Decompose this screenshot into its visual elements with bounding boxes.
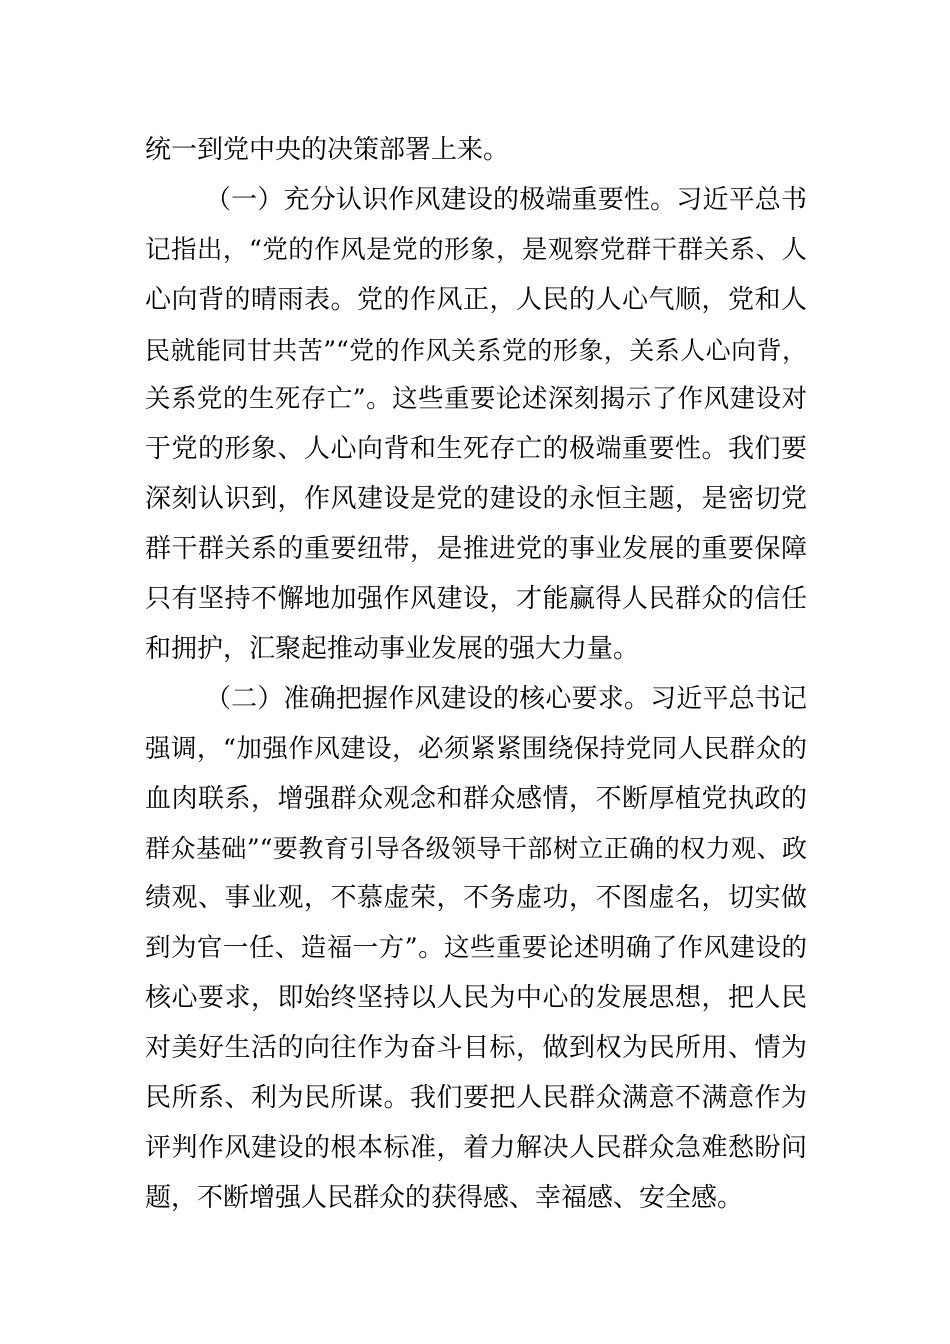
text-line: 民所系、利为民所谋。我们要把人民群众满意不满意作为 [145,1082,807,1113]
text-line: 群众基础”“要教育引导各级领导干部树立正确的权力观、政 [145,834,807,864]
text-line: 统一到党中央的决策部署上来。 [145,135,510,165]
text-line: 于党的形象、人心向背和生死存亡的极端重要性。我们要 [145,434,807,465]
text-line: 对美好生活的向往作为奋斗目标，做到权为民所用、情为 [145,1033,807,1064]
section-heading-line: （二）准确把握作风建设的核心要求。习近平总书记 [205,683,807,714]
text-line: 绩观、事业观，不慕虚荣，不务虚功，不图虚名，切实做 [145,883,807,914]
text-line: 群干群关系的重要纽带，是推进党的事业发展的重要保障 [145,534,807,565]
text-line: 血肉联系，增强群众观念和群众感情，不断厚植党执政的 [145,783,807,814]
text-line: 和拥护，汇聚起推动事业发展的强大力量。 [145,633,640,664]
text-line: 关系党的生死存亡”。这些重要论述深刻揭示了作风建设对 [145,384,807,415]
text-line: 深刻认识到，作风建设是党的建设的永恒主题，是密切党 [145,484,807,515]
text-line: 心向背的晴雨表。党的作风正，人民的人心气顺，党和人 [145,284,807,315]
text-line: 强调，“加强作风建设，必须紧紧围绕保持党同人民群众的 [145,733,807,764]
text-line: 核心要求，即始终坚持以人民为中心的发展思想，把人民 [145,983,807,1014]
text-line: 评判作风建设的根本标准，着力解决人民群众急难愁盼问 [145,1132,807,1163]
document-body [145,126,807,1224]
section-heading-line: （一）充分认识作风建设的极端重要性。习近平总书 [205,184,807,215]
text-line: 只有坚持不懈地加强作风建设，才能赢得人民群众的信任 [145,584,807,615]
text-line: 到为官一任、造福一方”。这些重要论述明确了作风建设的 [145,933,807,964]
text-line: 题，不断增强人民群众的获得感、幸福感、安全感。 [145,1182,744,1213]
text-line: 民就能同甘共苦”“党的作风关系党的形象，关系人心向背， [145,335,807,365]
text-line: 记指出，“党的作风是党的形象，是观察党群干群关系、人 [145,234,807,265]
